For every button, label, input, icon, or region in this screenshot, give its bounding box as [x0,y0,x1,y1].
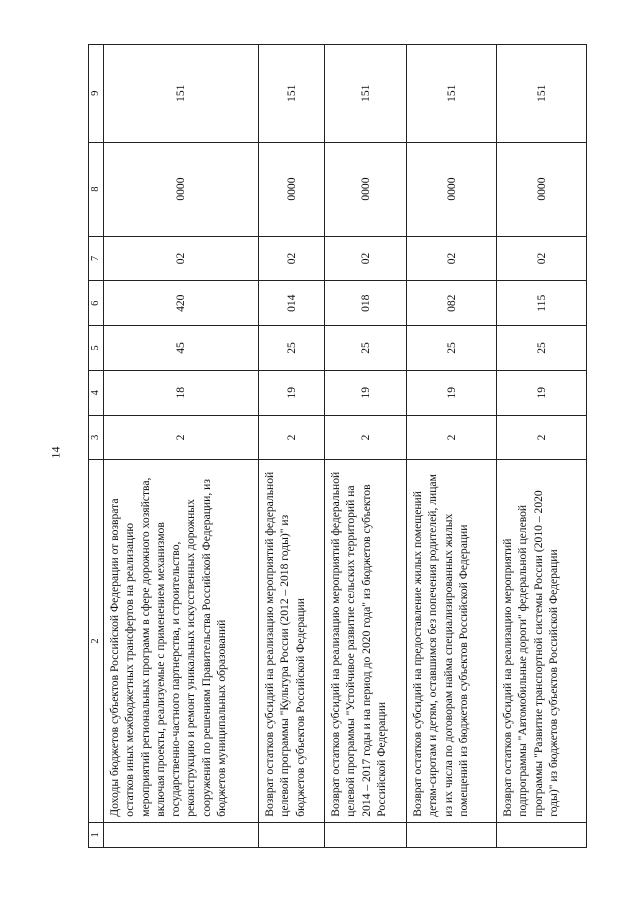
page-number: 14 [48,446,63,459]
row-description: Доходы бюджетов субъектов Российской Федерации от возврата остатков иных межбюджетных трансфертов на реализацию мероприятий региональных программ в сфере дорожного хозяйства, включая проекты, реализуемые с применением механизмов государственно-частного партнерства, и строительство, реконструкцию и ремонт уникальных искусственных дорожных сооружений по решениям Правительства Российской Федерации, из бюджетов муниципальных образований [104,460,259,822]
cell-col1 [497,822,587,847]
col-header-4: 4 [89,370,104,415]
cell-code: 420 [104,281,259,326]
cell-code: 0000 [407,142,497,236]
col-header-3: 3 [89,415,104,460]
col-header-5: 5 [89,326,104,371]
cell-code: 19 [497,370,587,415]
cell-code: 19 [407,370,497,415]
cell-code: 2 [497,415,587,460]
cell-code: 19 [325,370,407,415]
cell-col1 [407,822,497,847]
cell-code: 0000 [104,142,259,236]
cell-code: 25 [325,326,407,371]
cell-code: 02 [407,236,497,281]
cell-code: 151 [259,45,325,143]
cell-code: 02 [104,236,259,281]
row-description: Возврат остатков субсидий на реализацию мероприятий федеральной целевой программы "Культура России (2012 – 2018 годы)" из бюджетов субъектов Российской Федерации [259,460,325,822]
col-header-2: 2 [89,460,104,822]
cell-code: 151 [407,45,497,143]
col-header-8: 8 [89,142,104,236]
cell-code: 0000 [325,142,407,236]
col-header-1: 1 [89,822,104,847]
cell-code: 18 [104,370,259,415]
col-header-7: 7 [89,236,104,281]
cell-code: 0000 [497,142,587,236]
row-description: Возврат остатков субсидий на реализацию мероприятий подпрограммы "Автомобильные дороги" федеральной целевой программы "Развитие транспортной системы России (2010 – 2020 годы)" из бюджетов субъектов Российской Федерации [497,460,587,822]
rotated-table-wrapper [88,44,608,848]
table-row [497,45,587,848]
cell-code: 018 [325,281,407,326]
row-description: Возврат остатков субсидий на предоставление жилых помещений детям-сиротам и детям, оставшимся без попечения родителей, лицам из их числа по договорам найма специализированных жилых помещений из бюджетов субъектов Российской Федерации [407,460,497,822]
cell-col1 [325,822,407,847]
cell-code: 014 [259,281,325,326]
col-header-6: 6 [89,281,104,326]
cell-code: 45 [104,326,259,371]
table-row [407,45,497,848]
col-header-9: 9 [89,45,104,143]
table-row [325,45,407,848]
cell-code: 25 [407,326,497,371]
cell-col1 [104,822,259,847]
cell-code: 151 [104,45,259,143]
budget-codes-table [88,44,587,848]
cell-code: 25 [497,326,587,371]
cell-code: 0000 [259,142,325,236]
cell-code: 2 [407,415,497,460]
cell-code: 25 [259,326,325,371]
row-description: Возврат остатков субсидий на реализацию мероприятий федеральной целевой программы "Устойчивое развитие сельских территорий на 2014 – 2017 годы и на период до 2020 года" из бюджетов субъектов Российской Федерации [325,460,407,822]
cell-code: 19 [259,370,325,415]
header-row [89,45,104,848]
table-row [104,45,259,848]
cell-code: 2 [325,415,407,460]
cell-code: 2 [259,415,325,460]
cell-code: 02 [259,236,325,281]
cell-code: 2 [104,415,259,460]
table-row [259,45,325,848]
cell-code: 151 [325,45,407,143]
cell-col1 [259,822,325,847]
cell-code: 082 [407,281,497,326]
cell-code: 115 [497,281,587,326]
cell-code: 02 [497,236,587,281]
cell-code: 02 [325,236,407,281]
cell-code: 151 [497,45,587,143]
